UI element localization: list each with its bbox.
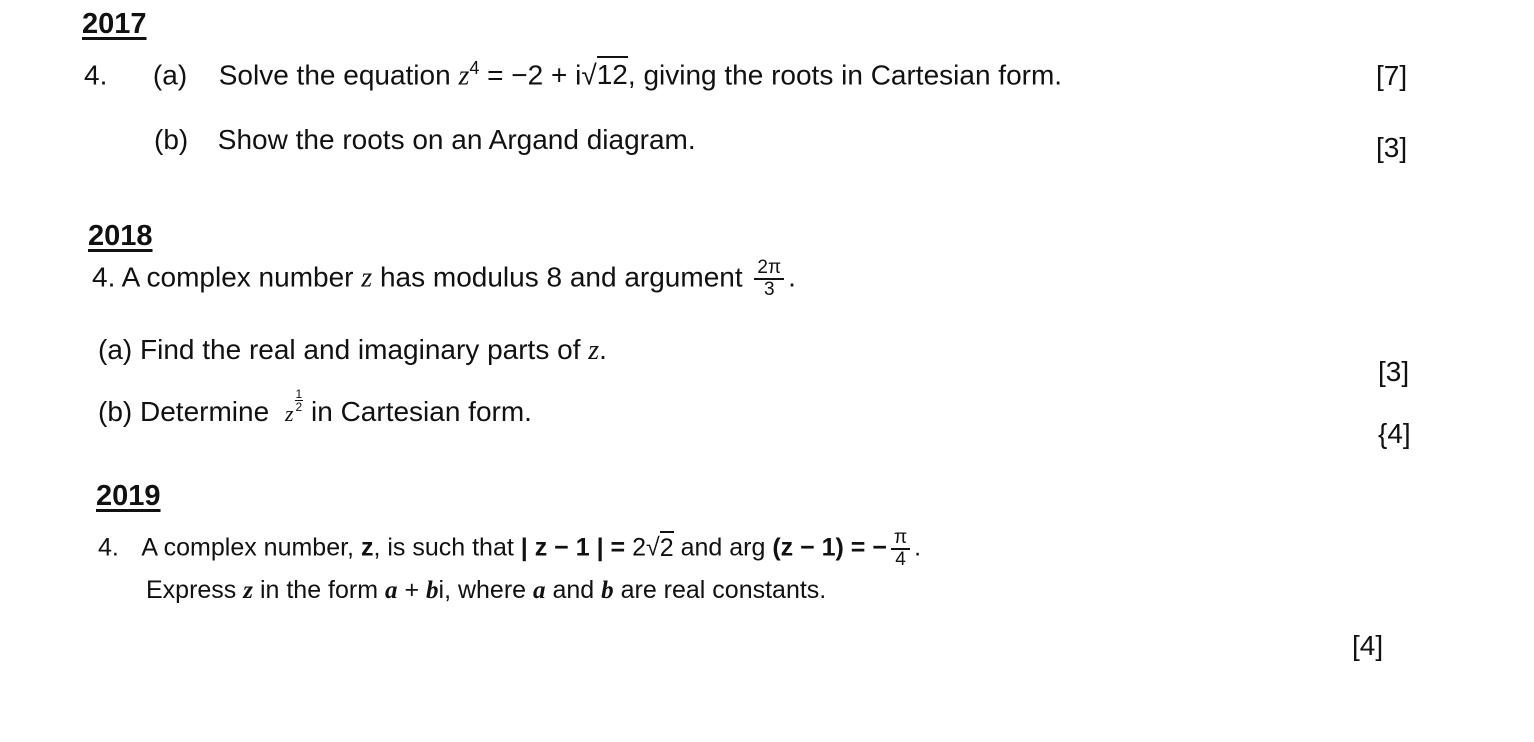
math-variable: z bbox=[458, 60, 470, 92]
math-expression: = −2 + i bbox=[479, 59, 582, 91]
part-label: (b) bbox=[154, 124, 189, 155]
argument-fraction bbox=[754, 258, 784, 300]
question-text: and bbox=[552, 576, 595, 604]
fraction-denominator: 4 bbox=[895, 548, 906, 570]
question-text: Find the real and imaginary parts of bbox=[140, 334, 581, 365]
question-line-2017-a bbox=[84, 58, 1062, 92]
sqrt-argument: 2 bbox=[660, 531, 674, 562]
fraction-denominator: 2 bbox=[295, 400, 303, 414]
math-variable-a: a bbox=[533, 577, 546, 604]
marks-2017-a: [7] bbox=[1376, 60, 1408, 91]
argument-expression: (z − 1) = − bbox=[772, 533, 887, 562]
math-variable: z bbox=[360, 533, 374, 562]
sqrt-sign: √ bbox=[645, 533, 660, 562]
question-line-2019-1 bbox=[98, 528, 921, 570]
part-label: (a) bbox=[152, 59, 188, 91]
math-operator: + bbox=[397, 576, 427, 604]
question-text: are real constants. bbox=[620, 576, 827, 604]
math-variable-b: b bbox=[601, 577, 614, 604]
math-exponent: 4 bbox=[469, 58, 480, 78]
question-text: . bbox=[914, 533, 922, 562]
math-variable-b: b bbox=[426, 577, 439, 604]
argument-fraction bbox=[891, 528, 910, 570]
exponent-fraction bbox=[295, 388, 304, 413]
question-text: , giving the roots in Cartesian form. bbox=[627, 59, 1063, 91]
part-label: (a) bbox=[98, 334, 133, 365]
fraction-numerator: π bbox=[891, 528, 910, 550]
question-text: Express bbox=[146, 576, 237, 604]
question-text: in the form bbox=[259, 576, 379, 604]
question-line-2018-a bbox=[98, 334, 607, 367]
question-text: . bbox=[599, 334, 607, 365]
year-heading-2018: 2018 bbox=[88, 220, 153, 252]
part-label: (b) bbox=[98, 396, 133, 427]
math-variable: z bbox=[284, 401, 294, 426]
question-number: 4. bbox=[92, 261, 116, 293]
question-text: in Cartesian form. bbox=[311, 396, 532, 427]
fraction-denominator: 3 bbox=[763, 278, 775, 300]
question-number: 4. bbox=[98, 533, 119, 562]
math-variable: z bbox=[588, 335, 600, 366]
question-text: A complex number bbox=[121, 261, 354, 293]
marks-2017-b: [3] bbox=[1376, 132, 1408, 163]
marks-2018-a: [3] bbox=[1378, 356, 1410, 387]
question-text: has modulus 8 and argument bbox=[379, 261, 743, 293]
question-text: Show the roots on an Argand diagram. bbox=[217, 124, 696, 155]
question-text: , is such that bbox=[373, 533, 514, 562]
math-variable: z bbox=[361, 262, 373, 294]
question-line-2018-intro bbox=[92, 258, 796, 300]
question-line-2018-b bbox=[98, 388, 532, 428]
question-text: A complex number, bbox=[141, 533, 355, 562]
question-text: , where bbox=[444, 576, 527, 604]
modulus-expression: | z − 1 | = bbox=[520, 533, 626, 562]
imaginary-unit: i bbox=[438, 576, 445, 604]
coefficient: 2 bbox=[632, 533, 646, 562]
marks-2019: [4] bbox=[1352, 630, 1384, 661]
question-line-2017-b bbox=[154, 124, 696, 156]
question-text: Solve the equation bbox=[218, 59, 451, 91]
year-heading-2019: 2019 bbox=[96, 480, 161, 512]
question-text: Determine bbox=[140, 396, 270, 427]
fraction-numerator: 2π bbox=[754, 258, 784, 280]
math-variable: z bbox=[243, 577, 253, 604]
fraction-numerator: 1 bbox=[295, 387, 303, 401]
question-line-2019-2 bbox=[146, 576, 826, 605]
sqrt-argument: 12 bbox=[597, 56, 628, 90]
question-number: 4. bbox=[84, 59, 108, 91]
year-heading-2017: 2017 bbox=[82, 8, 147, 40]
marks-2018-b: {4] bbox=[1378, 418, 1411, 449]
question-text: . bbox=[788, 261, 796, 293]
math-variable-a: a bbox=[385, 577, 398, 604]
sqrt-sign: √ bbox=[581, 59, 597, 91]
question-text: and arg bbox=[680, 533, 766, 562]
